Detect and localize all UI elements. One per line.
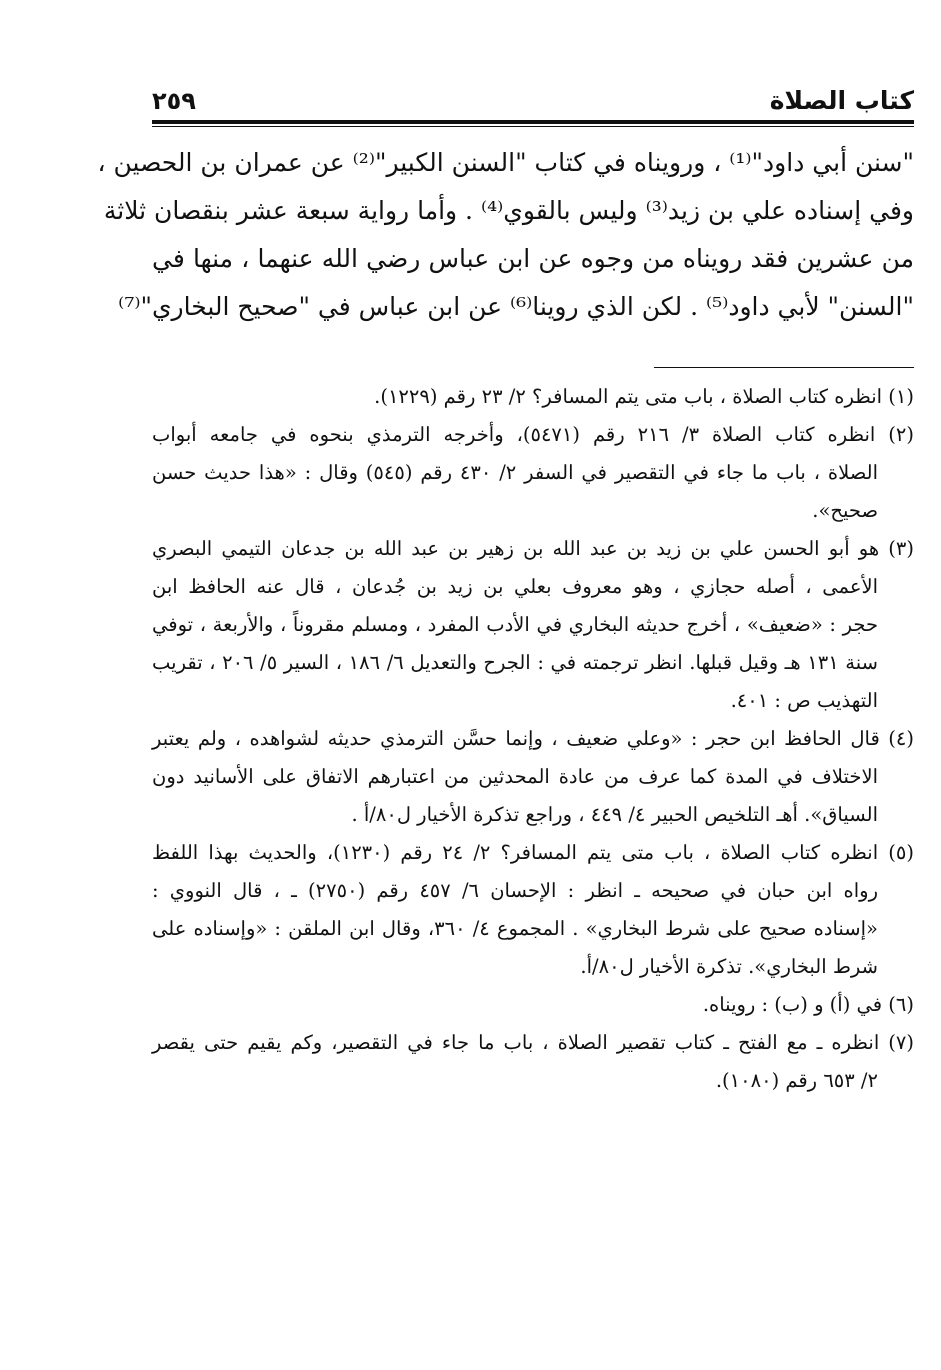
footnote-line: سنة ١٣١ هـ وقيل قبلها. انظر ترجمته في : الجرح والتعديل ٦/ ١٨٦ ، السير ٥/ ٢٠٦ ، تقريب xyxy=(152,651,878,674)
footnote-4 xyxy=(152,720,914,834)
body-line: "السنن" لأبي داود⁽⁵⁾ . لكن الذي روينا⁽⁶⁾ عن ابن عباس في "صحيح البخاري"⁽⁷⁾ xyxy=(118,292,914,321)
footnote-line: ٢/ ٦٥٣ رقم (١٠٨٠). xyxy=(715,1069,878,1092)
footnote-line: (١) انظره كتاب الصلاة ، باب متى يتم المسافر؟ ٢/ ٢٣ رقم (١٢٢٩). xyxy=(374,385,914,408)
footnote-2 xyxy=(152,416,914,530)
footnote-7 xyxy=(152,1024,914,1100)
footnote-separator xyxy=(654,367,914,368)
footnote-line: التهذيب ص : ٤٠١. xyxy=(730,689,878,712)
footnote-line: حجر : «ضعيف» ، أخرج حديثه البخاري في الأدب المفرد ، ومسلم مقروناً ، والأربعة ، توفي xyxy=(152,613,878,636)
footnote-1 xyxy=(152,378,914,416)
main-text xyxy=(97,139,914,331)
body-line: من عشرين فقد رويناه من وجوه عن ابن عباس رضي الله عنهما ، منها في xyxy=(152,244,914,273)
footnote-3 xyxy=(152,530,914,720)
header-double-rule xyxy=(152,120,914,127)
footnote-line: صحيح». xyxy=(812,499,878,522)
footnote-line: (٣) هو أبو الحسن علي بن زيد بن عبد الله بن زهير بن عبد الله بن جدعان التيمي البصري xyxy=(152,537,914,560)
footnote-6 xyxy=(152,986,914,1024)
footnote-line: السياق». أهـ التلخيص الحبير ٤/ ٤٤٩ ، وراجع تذكرة الأخيار ل٨٠/أ . xyxy=(351,803,878,826)
footnotes xyxy=(152,378,914,1100)
footnote-line: (٥) انظره كتاب الصلاة ، باب متى يتم المسافر؟ ٢/ ٢٤ رقم (١٢٣٠)، والحديث بهذا اللفظ xyxy=(152,841,914,864)
footnote-line: شرط البخاري». تذكرة الأخيار ل٨٠/أ. xyxy=(580,955,878,978)
footnote-line: (٦) في (أ) و (ب) : رويناه. xyxy=(702,993,914,1016)
footnote-line: الأعمى ، أصله حجازي ، وهو معروف بعلي بن زيد بن جُدعان ، قال عنه الحافظ ابن xyxy=(152,575,878,598)
footnote-line: الاختلاف في المدة كما عرف من عادة المحدثين من اعتبارهم الاتفاق على الأسانيد دون xyxy=(152,765,878,788)
footnote-line: الصلاة ، باب ما جاء في التقصير في السفر ٢/ ٤٣٠ رقم (٥٤٥) وقال : «هذا حديث حسن xyxy=(152,461,879,484)
book-title: كتاب الصلاة xyxy=(769,86,914,115)
footnote-line: (٢) انظره كتاب الصلاة ٣/ ٢١٦ رقم (٥٤٧١)، وأخرجه الترمذي بنحوه في جامعه أبواب xyxy=(152,423,914,446)
footnote-line: (٧) انظره ـ مع الفتح ـ كتاب تقصير الصلاة ، باب ما جاء في التقصير، وكم يقيم حتى يقصر xyxy=(152,1031,914,1054)
body-line: وفي إسناده علي بن زيد⁽³⁾ وليس بالقوي⁽⁴⁾ . وأما رواية سبعة عشر بنقصان ثلاثة xyxy=(103,196,914,225)
running-header xyxy=(152,80,914,116)
footnote-line: «إسناده صحيح على شرط البخاري» . المجموع ٤/ ٣٦٠، وقال ابن الملقن : «وإسناده على xyxy=(152,917,878,940)
footnote-line: (٤) قال الحافظ ابن حجر : «وعلي ضعيف ، وإنما حسَّن الترمذي حديثه لشواهده ، ولم يعتبر xyxy=(152,727,914,750)
page xyxy=(97,80,914,1100)
body-line: "سنن أبي داود"⁽¹⁾ ، ورويناه في كتاب "السنن الكبير"⁽²⁾ عن عمران بن الحصين ، xyxy=(97,148,914,177)
footnote-line: رواه ابن حبان في صحيحه ـ انظر : الإحسان ٦/ ٤٥٧ رقم (٢٧٥٠) ـ ، قال النووي : xyxy=(152,879,878,902)
footnote-5 xyxy=(152,834,914,986)
page-number: ٢٥٩ xyxy=(152,87,196,115)
